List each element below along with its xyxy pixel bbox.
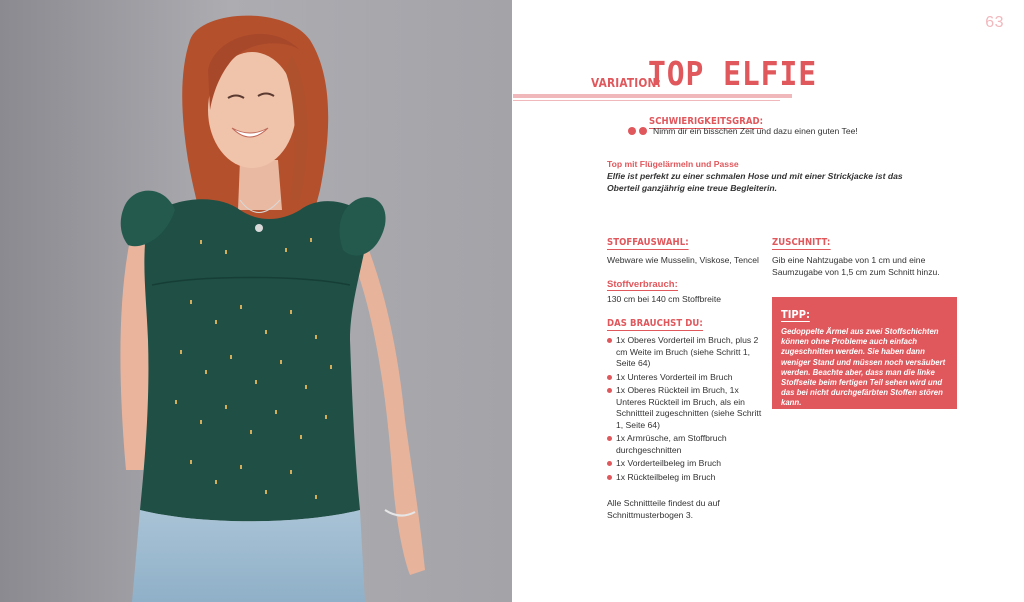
- list-item: 1x Oberes Vorderteil im Bruch, plus 2 cm Weite im Bruch (siehe Schritt 1, Seite 64): [607, 335, 762, 370]
- fabric-heading: STOFFAUSWAHL:: [607, 237, 689, 248]
- list-item: 1x Rückteilbeleg im Bruch: [607, 472, 762, 484]
- tip-text: Gedoppelte Ärmel aus zwei Stoffschichten können ohne Probleme auch einfach zugeschnitten werden. Sie haben dann weniger Stand und müssen noch versäubert werden. Beachte aber, dass man die linke Stoffseite beim fertigen Teil sehen wird und das bei nicht durchgefärbten Stoffen stören kann.: [781, 327, 946, 408]
- title-rule: [513, 94, 792, 98]
- difficulty-text: Nimm dir ein bisschen Zeit und dazu einen guten Tee!: [653, 126, 858, 136]
- list-item: 1x Armrüsche, am Stoffbruch durchgeschnitten: [607, 433, 762, 456]
- variation-label: VARIATION:: [591, 76, 661, 90]
- cutting-heading: ZUSCHNITT:: [772, 237, 831, 248]
- needs-note: Alle Schnittteile findest du auf Schnittmusterbogen 3.: [607, 498, 720, 520]
- materials-column: [607, 232, 762, 529]
- fabric-text: Webware wie Musselin, Viskose, Tencel: [607, 255, 759, 265]
- cutting-text: Gib eine Nahtzugabe von 1 cm und eine Saumzugabe von 1,5 cm zum Schnitt hinzu.: [772, 255, 940, 277]
- needs-heading: DAS BRAUCHST DU:: [607, 318, 703, 329]
- difficulty-rating: [628, 125, 858, 137]
- page-title: TOP ELFIE: [648, 54, 818, 93]
- intro-text: Elfie ist perfekt zu einer schmalen Hose und mit einer Strickjacke ist das Oberteil ganzjährig eine treue Begleiterin.: [607, 171, 903, 193]
- fabric-block: [607, 232, 762, 266]
- list-item: 1x Oberes Rückteil im Bruch, 1x Unteres Rückteil im Bruch, als ein Schnittteil zugeschnitten (siehe Schritt 1, Seite 64): [607, 385, 762, 431]
- needs-block: [607, 313, 762, 521]
- list-item: 1x Vorderteilbeleg im Bruch: [607, 458, 762, 470]
- consumption-text: 130 cm bei 140 cm Stoffbreite: [607, 294, 722, 304]
- difficulty-heading: SCHWIERIGKEITSGRAD:: [649, 116, 764, 127]
- cutting-column: [772, 232, 952, 278]
- intro-title: Top mit Flügelärmeln und Passe: [607, 159, 739, 169]
- intro-section: [607, 158, 907, 194]
- list-item: 1x Unteres Vorderteil im Bruch: [607, 372, 762, 384]
- page-number: 63: [985, 14, 1004, 31]
- tip-box: [772, 297, 957, 409]
- difficulty-dot-icon: [639, 127, 647, 135]
- needs-list: [607, 335, 762, 483]
- consumption-block: [607, 274, 762, 305]
- difficulty-dot-icon: [628, 127, 636, 135]
- title-rule-thin: [513, 100, 780, 101]
- consumption-heading: Stoffverbrauch:: [607, 279, 678, 290]
- tip-heading: TIPP:: [781, 308, 810, 321]
